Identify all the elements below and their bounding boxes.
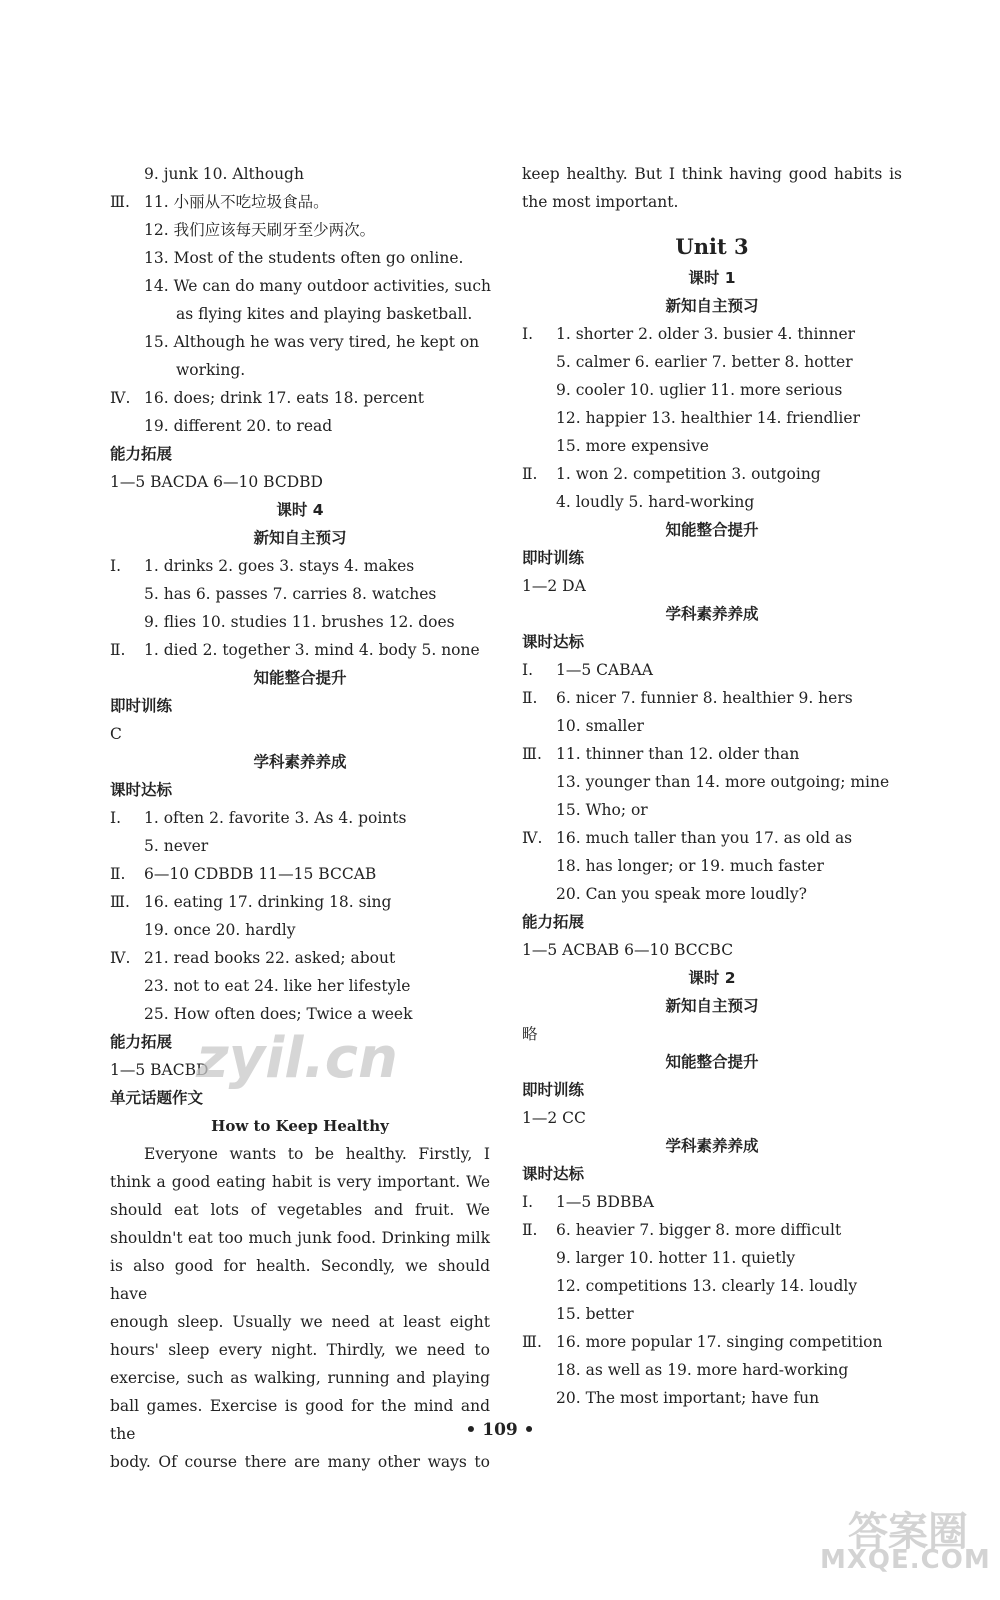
section-marker: Ⅰ.: [522, 325, 534, 343]
answer-text: 15. more expensive: [556, 437, 709, 455]
answer-line: [522, 376, 902, 404]
answer-line: [110, 188, 490, 216]
answer-line: [110, 804, 490, 832]
answer-line: [522, 320, 902, 348]
answer-line: [110, 356, 490, 384]
essay-line: ball games. Exercise is good for the mind and the: [110, 1397, 490, 1443]
section-marker: Ⅰ.: [522, 1193, 534, 1211]
answer-line: [110, 244, 490, 272]
section-heading: 单元话题作文: [110, 1089, 204, 1107]
answer-text: 16. eating 17. drinking 18. sing: [144, 893, 392, 911]
answer-line: [522, 1020, 902, 1048]
answer-line: [110, 216, 490, 244]
answer-text: 20. Can you speak more loudly?: [556, 885, 807, 903]
section-heading: 课时达标: [110, 781, 173, 799]
essay-line: shouldn't eat too much junk food. Drinking milk: [110, 1229, 490, 1247]
answer-text: 9. larger 10. hotter 11. quietly: [556, 1249, 796, 1267]
answer-text: 1. drinks 2. goes 3. stays 4. makes: [144, 557, 415, 575]
section-marker: Ⅰ.: [522, 661, 534, 679]
answer-text: 13. younger than 14. more outgoing; mine: [556, 773, 890, 791]
section-heading: 知能整合提升: [665, 1053, 759, 1071]
watermark-logo: 答案圈: [848, 1509, 968, 1555]
answer-line: [110, 300, 490, 328]
answer-line: [110, 272, 490, 300]
answer-text: 15. better: [556, 1305, 634, 1323]
answer-line: [110, 832, 490, 860]
answer-line: [522, 572, 902, 600]
answer-line: [522, 740, 902, 768]
essay-line: keep healthy. But I think having good habits is: [522, 165, 902, 183]
answer-text: 19. once 20. hardly: [144, 921, 296, 939]
section-heading: 课时 2: [688, 969, 736, 987]
answer-line: [110, 888, 490, 916]
answer-line: [522, 348, 902, 376]
answer-line: [522, 880, 902, 908]
watermark-mxqe: MXQE.COM: [820, 1545, 991, 1575]
answer-text: 9. cooler 10. uglier 11. more serious: [556, 381, 843, 399]
answer-line: [110, 860, 490, 888]
section-marker: Ⅱ.: [110, 865, 126, 883]
section-heading: 课时 4: [276, 501, 324, 519]
answer-line: [522, 1300, 902, 1328]
answer-line: [110, 580, 490, 608]
answer-line: [110, 636, 490, 664]
answer-text: 1—5 CABAA: [556, 661, 653, 679]
answer-text: 6—10 CDBDB 11—15 BCCAB: [144, 865, 377, 883]
essay-line: enough sleep. Usually we need at least eight: [110, 1313, 490, 1331]
section-marker: Ⅳ.: [522, 829, 543, 847]
answer-line: [522, 460, 902, 488]
answer-line: [522, 488, 902, 516]
answer-line: [522, 824, 902, 852]
section-marker: Ⅰ.: [110, 809, 122, 827]
answer-line: [110, 160, 490, 188]
answer-text: 11. 小丽从不吃垃圾食品。: [144, 193, 329, 211]
answer-line: [522, 796, 902, 824]
answer-text: 5. calmer 6. earlier 7. better 8. hotter: [556, 353, 853, 371]
answer-line: [110, 552, 490, 580]
answer-text: 12. competitions 13. clearly 14. loudly: [556, 1277, 858, 1295]
section-heading: 能力拓展: [522, 913, 585, 931]
answer-text: 16. more popular 17. singing competition: [556, 1333, 883, 1351]
answer-line: [110, 1000, 490, 1028]
answer-line: [110, 412, 490, 440]
essay-line: is also good for health. Secondly, we should have: [110, 1257, 490, 1303]
answer-text: 12. happier 13. healthier 14. friendlier: [556, 409, 860, 427]
answer-line: [110, 468, 490, 496]
answer-text: C: [110, 725, 122, 743]
answer-line: [110, 328, 490, 356]
essay-line: should eat lots of vegetables and fruit. We: [110, 1201, 490, 1219]
answer-text: 20. The most important; have fun: [556, 1389, 820, 1407]
right-column: [522, 160, 902, 1412]
section-marker: Ⅱ.: [522, 689, 538, 707]
section-heading: 课时达标: [522, 1165, 585, 1183]
section-heading: 新知自主预习: [665, 297, 759, 315]
answer-text: 18. as well as 19. more hard-working: [556, 1361, 849, 1379]
answer-text: working.: [176, 361, 246, 379]
answer-text: 16. does; drink 17. eats 18. percent: [144, 389, 424, 407]
answer-line: [110, 916, 490, 944]
answer-text: 1—5 BACBD: [110, 1061, 209, 1079]
answer-text: 19. different 20. to read: [144, 417, 333, 435]
section-marker: Ⅳ.: [110, 949, 131, 967]
left-column: [110, 160, 490, 1476]
answer-text: 11. thinner than 12. older than: [556, 745, 800, 763]
section-marker: Ⅰ.: [110, 557, 122, 575]
answer-text: 1. won 2. competition 3. outgoing: [556, 465, 821, 483]
answer-line: [522, 404, 902, 432]
answer-line: [522, 1188, 902, 1216]
answer-text: 13. Most of the students often go online.: [144, 249, 464, 267]
answer-text: 15. Who; or: [556, 801, 648, 819]
section-heading: 知能整合提升: [253, 669, 347, 687]
answer-text: 1—5 ACBAB 6—10 BCCBC: [522, 941, 734, 959]
answer-line: [522, 1272, 902, 1300]
answer-text: 9. flies 10. studies 11. brushes 12. does: [144, 613, 455, 631]
answer-text: 23. not to eat 24. like her lifestyle: [144, 977, 411, 995]
answer-text: 9. junk 10. Although: [144, 165, 304, 183]
section-heading: 学科素养养成: [665, 605, 759, 623]
answer-text: 1—5 BACDA 6—10 BCDBD: [110, 473, 323, 491]
answer-line: [522, 684, 902, 712]
section-heading: 课时达标: [522, 633, 585, 651]
answer-text: 1. died 2. together 3. mind 4. body 5. none: [144, 641, 480, 659]
answer-text: 5. never: [144, 837, 209, 855]
answer-line: [110, 384, 490, 412]
answer-text: 略: [522, 1025, 538, 1043]
section-heading: 即时训练: [522, 549, 585, 567]
essay-line: exercise, such as walking, running and playing: [110, 1369, 490, 1387]
section-heading: 能力拓展: [110, 1033, 173, 1051]
answer-text: 10. smaller: [556, 717, 644, 735]
answer-line: [522, 656, 902, 684]
answer-line: [522, 1244, 902, 1272]
answer-line: [522, 432, 902, 460]
answer-line: [110, 944, 490, 972]
answer-text: 5. has 6. passes 7. carries 8. watches: [144, 585, 437, 603]
answer-line: [522, 936, 902, 964]
essay-line: think a good eating habit is very important. We: [110, 1173, 490, 1191]
section-marker: Ⅱ.: [522, 465, 538, 483]
answer-line: [522, 1104, 902, 1132]
section-marker: Ⅲ.: [522, 1333, 542, 1351]
section-heading: 即时训练: [110, 697, 173, 715]
section-marker: Ⅲ.: [522, 745, 542, 763]
section-heading: 即时训练: [522, 1081, 585, 1099]
answer-text: 1. shorter 2. older 3. busier 4. thinner: [556, 325, 856, 343]
section-marker: Ⅲ.: [110, 193, 130, 211]
answer-text: 1—2 DA: [522, 577, 586, 595]
answer-text: 6. heavier 7. bigger 8. more difficult: [556, 1221, 842, 1239]
section-heading: 新知自主预习: [253, 529, 347, 547]
answer-text: 12. 我们应该每天刷牙至少两次。: [144, 221, 376, 239]
answer-line: [110, 972, 490, 1000]
answer-text: 1. often 2. favorite 3. As 4. points: [144, 809, 407, 827]
answer-text: as flying kites and playing basketball.: [176, 305, 473, 323]
section-marker: Ⅲ.: [110, 893, 130, 911]
section-marker: Ⅱ.: [110, 641, 126, 659]
answer-line: [110, 720, 490, 748]
answer-line: [522, 768, 902, 796]
section-heading: 能力拓展: [110, 445, 173, 463]
answer-text: 1—2 CC: [522, 1109, 586, 1127]
essay-line: the most important.: [522, 193, 679, 211]
answer-text: 25. How often does; Twice a week: [144, 1005, 413, 1023]
answer-line: [110, 608, 490, 636]
answer-text: 4. loudly 5. hard-working: [556, 493, 755, 511]
watermark-zyil: zyil.cn: [196, 1026, 398, 1091]
essay-line: body. Of course there are many other ways to: [110, 1453, 490, 1471]
answer-text: 15. Although he was very tired, he kept on: [144, 333, 480, 351]
answer-text: 21. read books 22. asked; about: [144, 949, 396, 967]
answer-line: [522, 712, 902, 740]
answer-line: [522, 852, 902, 880]
answer-text: 18. has longer; or 19. much faster: [556, 857, 824, 875]
section-heading: 课时 1: [688, 269, 736, 287]
answer-line: [522, 1384, 902, 1412]
unit-title: Unit 3: [675, 234, 749, 259]
answer-line: [522, 1356, 902, 1384]
answer-text: 16. much taller than you 17. as old as: [556, 829, 853, 847]
essay-line: Everyone wants to be healthy. Firstly, I: [144, 1145, 490, 1163]
essay-line: hours' sleep every night. Thirdly, we need to: [110, 1341, 490, 1359]
section-heading: 学科素养养成: [253, 753, 347, 771]
answer-line: [522, 1328, 902, 1356]
section-marker: Ⅳ.: [110, 389, 131, 407]
section-heading: 学科素养养成: [665, 1137, 759, 1155]
page-number: • 109 •: [465, 1420, 535, 1440]
answer-line: [522, 1216, 902, 1244]
section-heading: 知能整合提升: [665, 521, 759, 539]
section-marker: Ⅱ.: [522, 1221, 538, 1239]
answer-text: 1—5 BDBBA: [556, 1193, 654, 1211]
essay-title: How to Keep Healthy: [211, 1117, 389, 1135]
answer-text: 6. nicer 7. funnier 8. healthier 9. hers: [556, 689, 853, 707]
section-heading: 新知自主预习: [665, 997, 759, 1015]
answer-text: 14. We can do many outdoor activities, such: [144, 277, 492, 295]
